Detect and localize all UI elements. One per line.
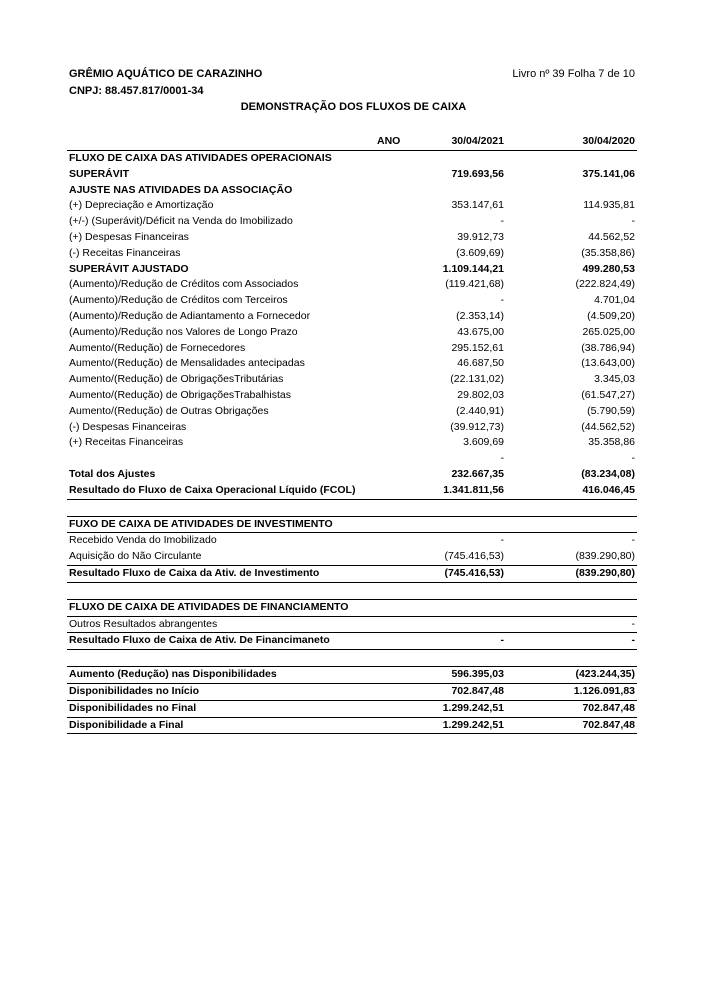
table-row: Aumento/(Redução) de Outras Obrigações (2.440,91) (5.790,59) (69, 404, 635, 417)
table-row: (+) Depreciação e Amortização 353.147,61 114.935,81 (69, 199, 635, 212)
table-row: (Aumento)/Redução nos Valores de Longo Prazo 43.675,00 265.025,00 (69, 325, 635, 338)
row-superavit-ajustado: SUPERÁVIT AJUSTADO 1.109.144,21 499.280,53 (69, 262, 635, 275)
section-title-financiamento: FLUXO DE CAIXA DE ATIVIDADES DE FINANCIAMENTO (67, 599, 637, 617)
table-row: (+/-) (Superávit)/Déficit na Venda do Imobilizado - - (69, 215, 635, 228)
row-resultado-investimento: Resultado Fluxo de Caixa da Ativ. de Investimento (745.416,53) (839.290,80) (67, 566, 637, 583)
row-superavit: SUPERÁVIT 719.693,56 375.141,06 (69, 167, 635, 180)
row-total-ajustes: Total dos Ajustes 232.667,35 (83.234,08) (69, 467, 635, 480)
row-resultado-fcol: Resultado do Fluxo de Caixa Operacional Líquido (FCOL) 1.341.811,56 416.046,45 (67, 483, 637, 500)
table-row: (-) Receitas Financeiras (3.609,69) (35.358,86) (69, 246, 635, 259)
table-row: (Aumento)/Redução de Créditos com Associados (119.421,68) (222.824,49) (69, 278, 635, 291)
section-title-investimento: FUXO DE CAIXA DE ATIVIDADES DE INVESTIMENTO (67, 516, 637, 534)
spacer (67, 500, 637, 516)
row-disponibilidade-a-final: Disponibilidade a Final 1.299.242,51 702.847,48 (67, 718, 637, 735)
row-disponibilidades-inicio: Disponibilidades no Início 702.847,48 1.126.091,83 (67, 684, 637, 701)
section-title-ajustes: AJUSTE NAS ATIVIDADES DA ASSOCIAÇÃO (69, 183, 293, 196)
table-row: (Aumento)/Redução de Créditos com Terceiros - 4.701,04 (69, 294, 635, 307)
organization-name: GRÊMIO AQUÁTICO DE CARAZINHO (69, 68, 263, 80)
table-row: (-) Despesas Financeiras (39.912,73) (44.562,52) (69, 420, 635, 433)
section-title-operacional: FLUXO DE CAIXA DAS ATIVIDADES OPERACIONAIS (69, 152, 332, 164)
row-disponibilidades-final: Disponibilidades no Final 1.299.242,51 702.847,48 (67, 701, 637, 718)
column-year-1: 30/04/2021 (451, 135, 504, 147)
column-header-row (67, 134, 637, 151)
table-row: Recebido Venda do Imobilizado - - (69, 534, 635, 547)
ano-label: ANO (377, 135, 401, 147)
row-aumento-disponibilidades: Aumento (Redução) nas Disponibilidades 596.395,03 (423.244,35) (67, 666, 637, 684)
table-row: Aumento/(Redução) de ObrigaçõesTrabalhistas 29.802,03 (61.547,27) (69, 388, 635, 401)
cnpj: CNPJ: 88.457.817/0001-34 (69, 85, 204, 97)
table-row: Aumento/(Redução) de Mensalidades antecipadas 46.687,50 (13.643,00) (69, 357, 635, 370)
table-row: (Aumento)/Redução de Adiantamento a Fornecedor (2.353,14) (4.509,20) (69, 309, 635, 322)
book-page-reference: Livro nº 39 Folha 7 de 10 (512, 68, 635, 80)
spacer (67, 583, 637, 599)
row-resultado-financiamento: Resultado Fluxo de Caixa de Ativ. De Financimaneto - - (67, 633, 637, 650)
table-row: Aumento/(Redução) de ObrigaçõesTributárias (22.131,02) 3.345,03 (69, 373, 635, 386)
table-row: Aquisição do Não Circulante (745.416,53) (839.290,80) (67, 549, 637, 566)
table-row: (+) Despesas Financeiras 39.912,73 44.562,52 (69, 230, 635, 243)
table-row: Aumento/(Redução) de Fornecedores 295.152,61 (38.786,94) (69, 341, 635, 354)
document-title: DEMONSTRAÇÃO DOS FLUXOS DE CAIXA (240, 101, 467, 113)
table-row: Outros Resultados abrangentes - (67, 617, 637, 634)
column-year-2: 30/04/2020 (582, 135, 635, 147)
spacer (67, 650, 637, 666)
cash-flow-table (67, 134, 637, 734)
table-row: - - (500, 452, 635, 465)
table-row: (+) Receitas Financeiras 3.609,69 35.358,86 (69, 436, 635, 449)
